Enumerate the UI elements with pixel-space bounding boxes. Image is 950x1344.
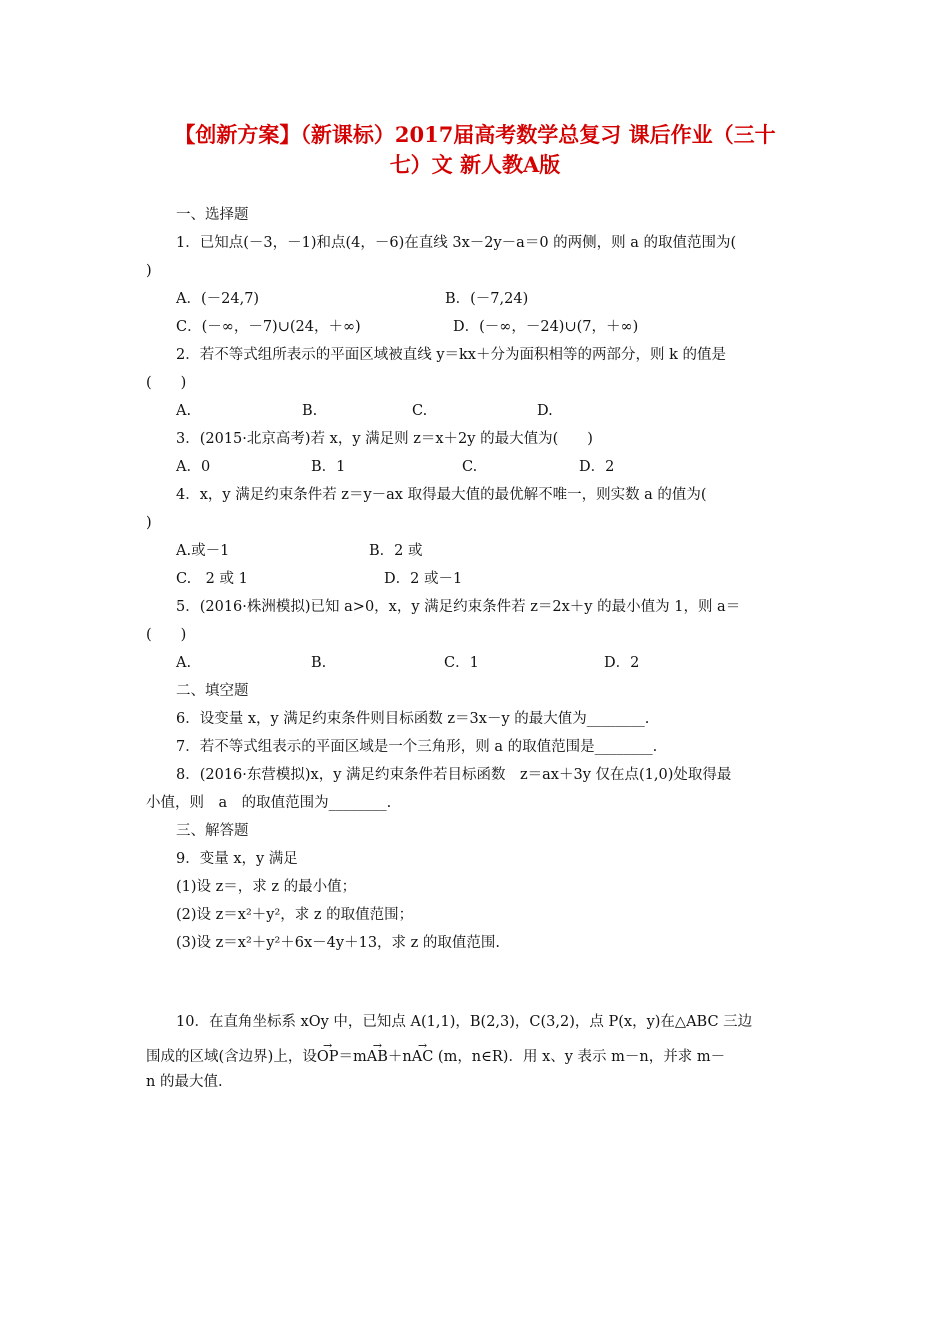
q4-stem-cont: ) bbox=[146, 515, 152, 531]
q2-option-b: B. bbox=[302, 403, 318, 419]
q6-stem: 6．设变量 x，y 满足约束条件则目标函数 z＝3x－y 的最大值为________. bbox=[176, 711, 650, 727]
q10-stem-cont bbox=[146, 1042, 808, 1067]
vector-op: → OP bbox=[317, 1042, 339, 1067]
q10-text: 围成的区域(含边界)上，设 bbox=[146, 1049, 317, 1065]
title-line-1: 【创新方案】（新课标）2017届高考数学总复习 课后作业（三十 bbox=[174, 122, 776, 147]
section-heading-choice: 一、选择题 bbox=[176, 207, 249, 223]
q5-option-c: C．1 bbox=[444, 655, 479, 671]
q4-stem: 4．x，y 满足约束条件若 z＝y－ax 取得最大值的最优解不唯一，则实数 a 的值为( bbox=[176, 487, 707, 503]
q2-option-d: D. bbox=[537, 403, 553, 419]
q2-stem-cont: ( ) bbox=[146, 375, 187, 391]
document-title bbox=[110, 120, 840, 180]
q1-option-a: A．(－24,7) bbox=[176, 291, 260, 307]
q2-option-c: C. bbox=[412, 403, 428, 419]
q1-option-b: B．(－7,24) bbox=[445, 291, 529, 307]
q4-option-d: D．2 或－1 bbox=[384, 571, 463, 587]
q1-stem-cont: ) bbox=[146, 263, 152, 279]
q4-option-b: B．2 或 bbox=[369, 543, 423, 559]
q5-stem-cont: ( ) bbox=[146, 627, 187, 643]
q3-stem: 3．(2015·北京高考)若 x，y 满足则 z＝x＋2y 的最大值为( ) bbox=[176, 431, 593, 447]
q10-stem-end: n 的最大值. bbox=[146, 1074, 223, 1090]
q3-option-d: D．2 bbox=[579, 459, 615, 475]
q9-stem: 9．变量 x，y 满足 bbox=[176, 851, 298, 867]
q5-option-b: B. bbox=[311, 655, 327, 671]
q5-option-d: D．2 bbox=[604, 655, 640, 671]
q3-option-a: A．0 bbox=[176, 459, 211, 475]
q5-stem: 5．(2016·株洲模拟)已知 a>0，x，y 满足约束条件若 z＝2x＋y 的最小值为 1，则 a＝ bbox=[176, 599, 741, 615]
q8-stem: 8．(2016·东营模拟)x，y 满足约束条件若目标函数 z＝ax＋3y 仅在点(1,0)处取得最 bbox=[176, 767, 732, 783]
q1-option-d: D．(－∞，－24)∪(7，＋∞) bbox=[453, 319, 639, 335]
vector-ac: → AC bbox=[412, 1042, 434, 1067]
q3-option-c: C. bbox=[462, 459, 478, 475]
q10-stem: 10．在直角坐标系 xOy 中，已知点 A(1,1)，B(2,3)，C(3,2)，点 P(x，y)在△ABC 三边 bbox=[176, 1014, 753, 1030]
q9-part-2: (2)设 z＝x²＋y²，求 z 的取值范围； bbox=[176, 907, 414, 923]
q9-part-1: (1)设 z＝，求 z 的最小值； bbox=[176, 879, 357, 895]
q4-option-c: C. 2 或 1 bbox=[176, 571, 248, 587]
q7-stem: 7．若不等式组表示的平面区域是一个三角形，则 a 的取值范围是________. bbox=[176, 739, 658, 755]
q1-option-c: C．(－∞，－7)∪(24，＋∞) bbox=[176, 319, 361, 335]
q3-option-b: B．1 bbox=[311, 459, 346, 475]
title-line-2: 七）文 新人教A版 bbox=[389, 152, 561, 177]
q2-option-a: A. bbox=[176, 403, 192, 419]
q5-option-a: A. bbox=[176, 655, 192, 671]
q10-plus: ＋n bbox=[387, 1049, 412, 1065]
q10-eq: ＝m bbox=[338, 1049, 367, 1065]
q8-stem-cont: 小值，则 a 的取值范围为________. bbox=[146, 795, 392, 811]
q2-stem: 2．若不等式组所表示的平面区域被直线 y＝kx＋分为面积相等的两部分，则 k 的值是 bbox=[176, 347, 726, 363]
vector-ab: → AB bbox=[367, 1042, 388, 1067]
q1-stem: 1．已知点(－3，－1)和点(4，－6)在直线 3x－2y－a＝0 的两侧，则 a 的取值范围为( bbox=[176, 235, 737, 251]
section-heading-fill: 二、填空题 bbox=[176, 683, 249, 699]
q10-text-end: (m，n∈R)．用 x、y 表示 m－n，并求 m－ bbox=[433, 1049, 726, 1065]
section-heading-solve: 三、解答题 bbox=[176, 823, 249, 839]
q9-part-3: (3)设 z＝x²＋y²＋6x－4y＋13，求 z 的取值范围. bbox=[176, 935, 501, 951]
q4-option-a: A.或－1 bbox=[176, 543, 230, 559]
